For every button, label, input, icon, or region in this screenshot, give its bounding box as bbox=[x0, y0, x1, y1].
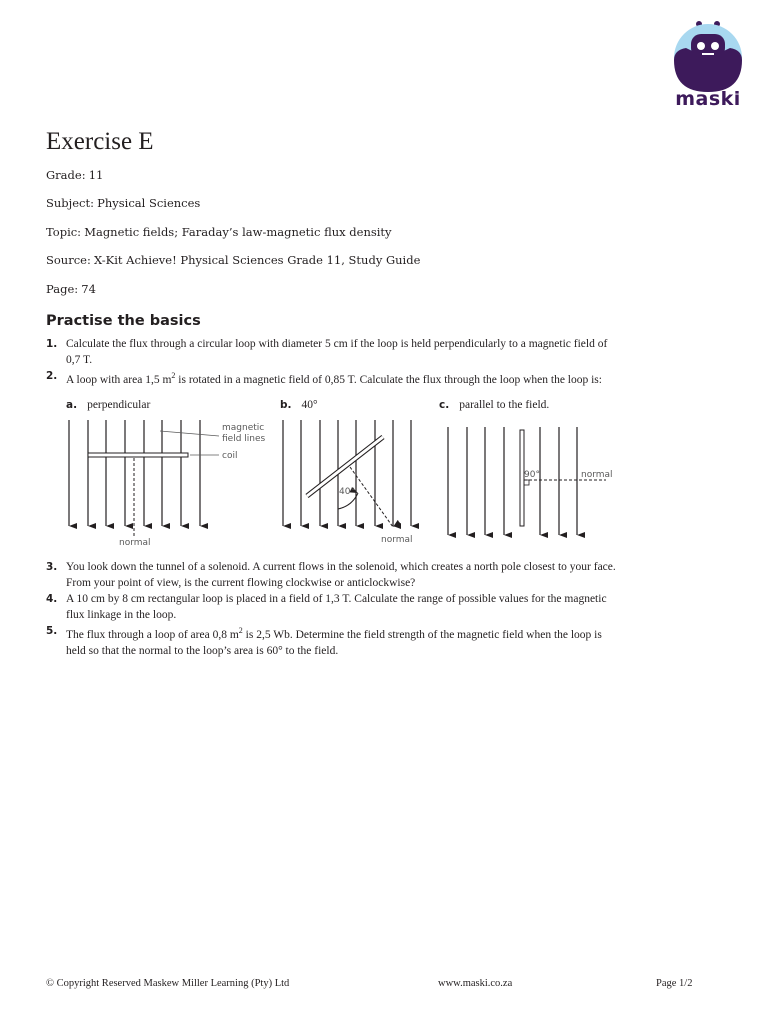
subject-value: Physical Sciences bbox=[97, 196, 201, 210]
coil-a bbox=[88, 453, 188, 457]
question-text-part: A loop with area 1,5 m bbox=[66, 373, 172, 386]
label-normal-b: normal bbox=[381, 535, 413, 545]
topic-value: Magnetic fields; Faraday’s law-magnetic flux density bbox=[84, 225, 392, 239]
question-number: 2. bbox=[46, 370, 58, 382]
question-text bbox=[66, 623, 616, 659]
superscript: 2 bbox=[171, 371, 176, 380]
question-text-part: The flux through a loop of area 0,8 m bbox=[66, 628, 239, 641]
leader-field-lines bbox=[160, 431, 219, 436]
page-value: 74 bbox=[81, 282, 96, 296]
grade-value: 11 bbox=[88, 168, 104, 182]
label-angle-c: 90° bbox=[524, 470, 540, 480]
question-number: 5. bbox=[46, 625, 58, 637]
topic-label: Topic: bbox=[46, 225, 82, 239]
label-coil: coil bbox=[222, 451, 238, 461]
label-normal-c: normal bbox=[581, 470, 613, 480]
field-lines-b bbox=[283, 420, 411, 526]
footer-page-number: Page 1/2 bbox=[656, 978, 693, 989]
question-number: 1. bbox=[46, 338, 58, 350]
diagram-a-perpendicular bbox=[69, 420, 266, 548]
diagram-c-parallel bbox=[448, 427, 613, 535]
field-lines-c bbox=[448, 427, 577, 535]
question-text: Calculate the flux through a circular loop with diameter 5 cm if the loop is held perpendicularly to a magnetic field of 0,7 T. bbox=[66, 338, 608, 366]
question-text-part: is rotated in a magnetic field of 0,85 T. Calculate the flux through the loop when the loop is: bbox=[175, 373, 602, 386]
footer-copyright: © Copyright Reserved Maskew Miller Learning (Pty) Ltd bbox=[46, 978, 290, 989]
subpart-text: 40° bbox=[301, 399, 318, 411]
page-title: Exercise E bbox=[46, 128, 154, 155]
footer-url[interactable]: www.maski.co.za bbox=[438, 978, 513, 989]
label-magnetic: magnetic bbox=[222, 423, 265, 433]
question-text: A 10 cm by 8 cm rectangular loop is placed in a field of 1,3 T. Calculate the range of possible values for the magnetic flux linkage in the loop. bbox=[66, 593, 607, 621]
question-text: You look down the tunnel of a solenoid. A current flows in the solenoid, which creates a north pole closest to your face. From your point of view, is the current flowing clockwise or anticlockwise? bbox=[66, 561, 616, 589]
subpart-letter: c. bbox=[439, 399, 450, 411]
subpart-letter: b. bbox=[280, 399, 292, 411]
superscript: 2 bbox=[238, 626, 243, 635]
label-field-lines: field lines bbox=[222, 434, 266, 444]
diagram-b-40-degrees bbox=[283, 420, 413, 545]
grade-label: Grade: bbox=[46, 168, 86, 182]
page-label: Page: bbox=[46, 282, 79, 296]
question-5 bbox=[46, 623, 616, 659]
logo-wordmark: maski bbox=[675, 88, 741, 110]
right-angle-marker bbox=[524, 480, 529, 485]
label-angle-b: 40° bbox=[339, 487, 355, 497]
source-value: X-Kit Achieve! Physical Sciences Grade 11, Study Guide bbox=[93, 253, 421, 267]
question-3 bbox=[46, 559, 616, 591]
subject-label: Subject: bbox=[46, 196, 94, 210]
label-normal-a: normal bbox=[119, 538, 151, 548]
subpart-text: perpendicular bbox=[87, 399, 151, 411]
question-number: 4. bbox=[46, 593, 58, 605]
question-text-part: is 2,5 Wb. Determine the field strength of the magnetic field when the loop is held so that the normal to the loop’s area is 60° to the field. bbox=[66, 628, 602, 657]
source-label: Source: bbox=[46, 253, 91, 267]
question-number: 3. bbox=[46, 561, 58, 573]
subpart-letter: a. bbox=[66, 399, 78, 411]
subpart-text: parallel to the field. bbox=[459, 399, 550, 411]
question-4 bbox=[46, 591, 616, 623]
section-heading: Practise the basics bbox=[46, 313, 201, 329]
